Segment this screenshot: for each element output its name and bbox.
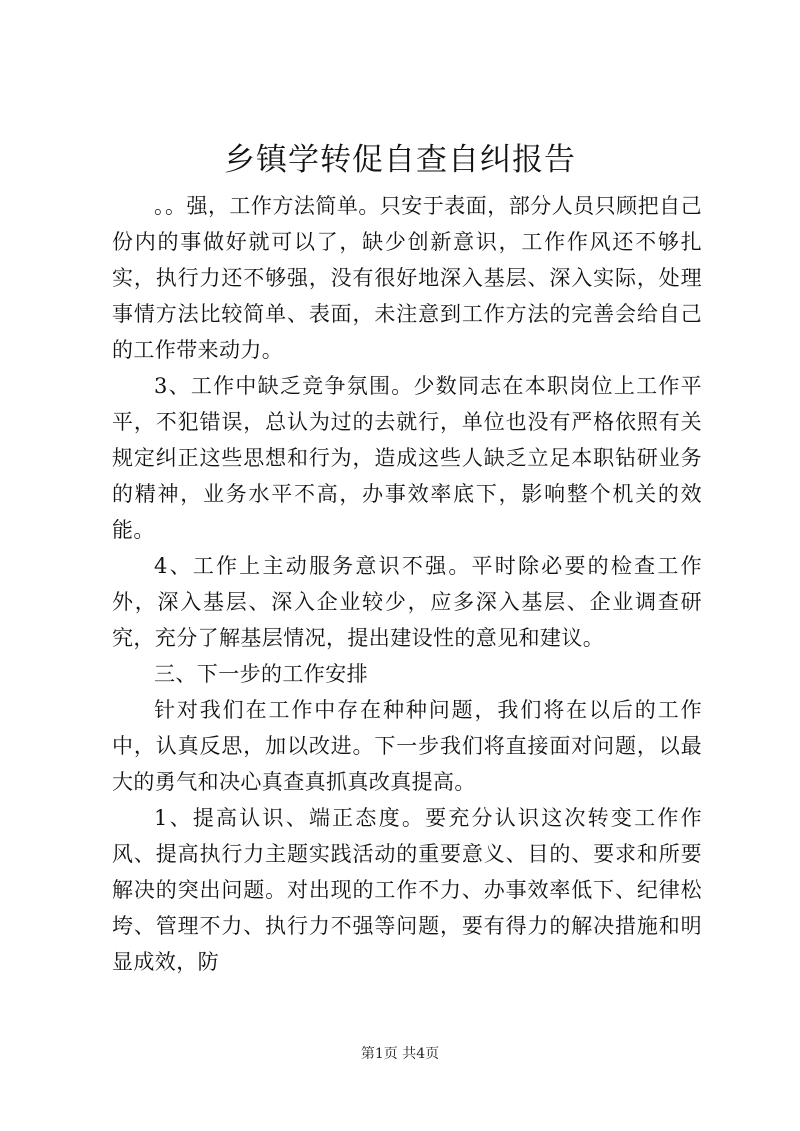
paragraph-1: 。。强，工作方法简单。只安于表面，部分人员只顾把自己份内的事做好就可以了，缺少创新意识，工作作风还不够扎实，执行力还不够强，没有很好地深入基层、深入实际，处理事情方法比较简单、表面，未注意到工作方法的完善会给自己的工作带来动力。 bbox=[112, 194, 702, 362]
paragraph-5: 1、提高认识、端正态度。要充分认识这次转变工作作风、提高执行力主题实践活动的重要意义、目的、要求和所要解决的突出问题。对出现的工作不力、办事效率低下、纪律松垮、管理不力、执行力不强等问题，要有得力的解决措施和明显成效，防 bbox=[112, 806, 702, 974]
page-number-footer: 第1页 共4页 bbox=[360, 1046, 440, 1062]
section-heading: 三、下一步的工作安排 bbox=[154, 662, 368, 686]
paragraph-3: 4、工作上主动服务意识不强。平时除必要的检查工作外，深入基层、深入企业较少，应多深入基层、企业调查研究，充分了解基层情况，提出建设性的意见和建议。 bbox=[112, 554, 702, 650]
document-title: 乡镇学转促自查自纠报告 bbox=[224, 142, 576, 178]
paragraph-2: 3、工作中缺乏竞争氛围。少数同志在本职岗位上工作平平，不犯错误，总认为过的去就行，单位也没有严格依照有关规定纠正这些思想和行为，造成这些人缺乏立足本职钻研业务的精神，业务水平不高，办事效率底下，影响整个机关的效能。 bbox=[112, 374, 702, 542]
paragraph-4: 针对我们在工作中存在种种问题，我们将在以后的工作中，认真反思，加以改进。下一步我们将直接面对问题，以最大的勇气和决心真查真抓真改真提高。 bbox=[112, 698, 702, 794]
document-body bbox=[112, 188, 702, 980]
